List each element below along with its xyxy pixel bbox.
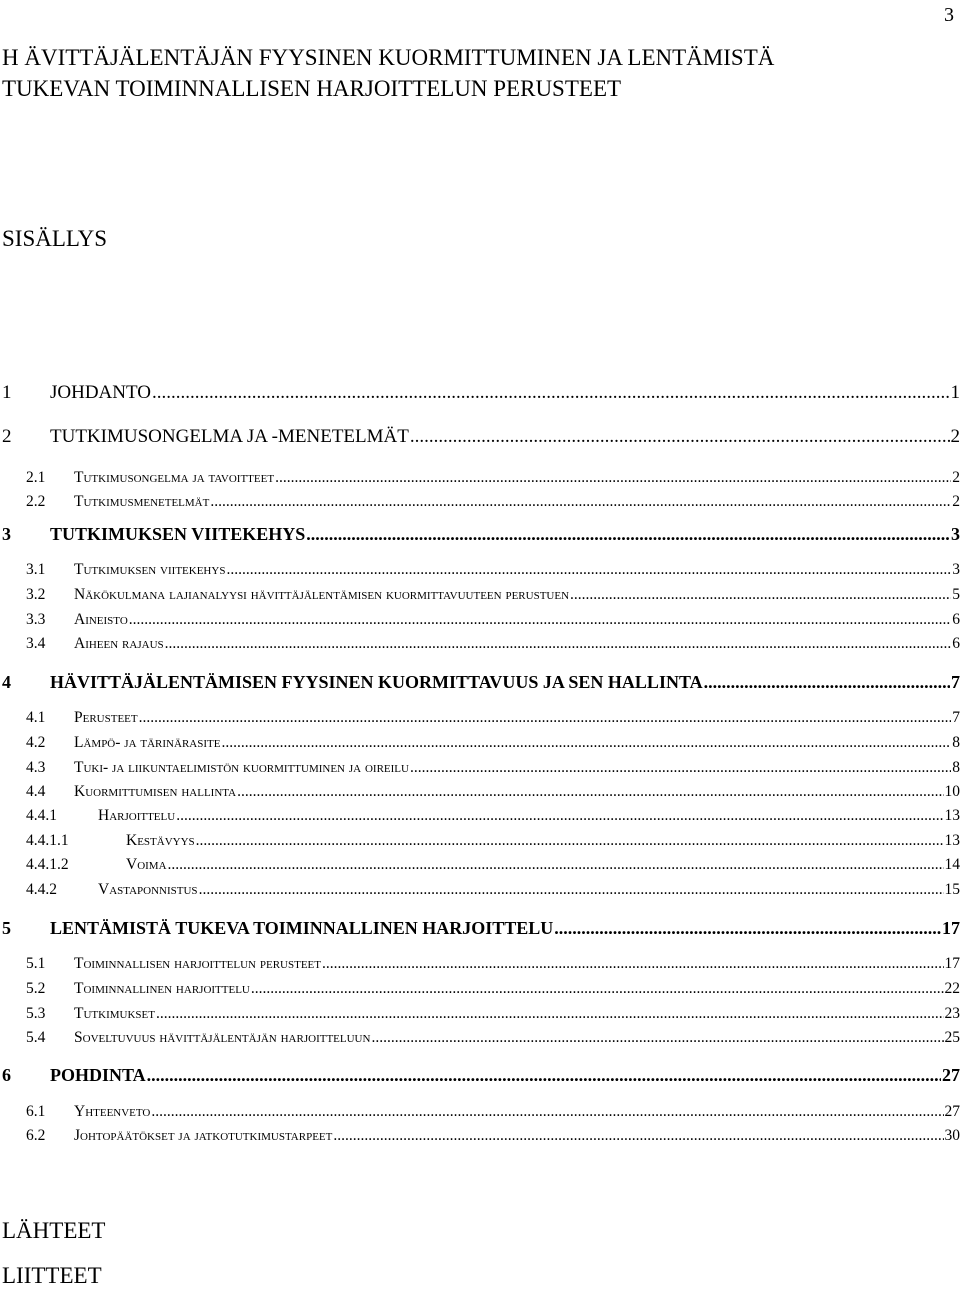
toc-page: 7: [952, 709, 960, 726]
toc-number: 4.4.1.1: [26, 832, 69, 849]
toc-number: 4.4.2: [26, 881, 57, 898]
dot-leader: [210, 493, 951, 511]
toc-entry[interactable]: [2, 586, 960, 604]
toc-page: 17: [944, 955, 960, 972]
toc-number: 4.2: [26, 734, 46, 751]
toc-number: 4.1: [26, 709, 46, 726]
dot-leader: [371, 1029, 943, 1047]
toc-page: 15: [944, 881, 960, 898]
toc-title: Aineisto: [74, 611, 128, 628]
dot-leader: [139, 709, 952, 727]
toc-title: Tutkimusongelma ja tavoitteet: [74, 469, 275, 486]
toc-title: Voima: [126, 856, 167, 873]
toc-entry[interactable]: [2, 1005, 960, 1023]
toc-page: 5: [952, 586, 960, 603]
dot-leader: [165, 635, 952, 653]
toc-page: 27: [944, 1103, 960, 1120]
toc-entry[interactable]: [2, 734, 960, 752]
toc-entry[interactable]: [2, 807, 960, 825]
toc-page: 6: [952, 611, 960, 628]
toc-number: 4.4.1: [26, 807, 57, 824]
toc-page: 25: [944, 1029, 960, 1046]
toc-page: 8: [952, 759, 960, 776]
references-heading[interactable]: LÄHTEET: [2, 1218, 106, 1243]
dot-leader: [333, 1127, 943, 1145]
toc-entry[interactable]: [2, 709, 960, 727]
dot-leader: [176, 807, 943, 825]
toc-page: 2: [952, 493, 960, 510]
dot-leader: [168, 856, 944, 874]
toc-heading: SISÄLLYS: [2, 226, 108, 251]
toc-page: 27: [942, 1065, 960, 1085]
title-line-1: H ÄVITTÄJÄLENTÄJÄN FYYSINEN KUORMITTUMINEN JA LENTÄMISTÄ: [2, 45, 775, 70]
dot-leader: [251, 980, 944, 998]
page-number: 3: [944, 4, 954, 26]
toc-number: 2.2: [26, 493, 46, 510]
toc-page: 13: [944, 832, 960, 849]
toc-page: 14: [944, 856, 960, 873]
toc-entry[interactable]: [2, 783, 960, 801]
toc-title: LENTÄMISTÄ TUKEVA TOIMINNALLINEN HARJOITTELU: [50, 918, 554, 938]
toc-title: Harjoittelu: [98, 807, 176, 824]
toc-title: POHDINTA: [50, 1065, 146, 1085]
toc-title: Tutkimusmenetelmät: [74, 493, 210, 510]
toc-title: Kuormittumisen hallinta: [74, 783, 237, 800]
dot-leader: [196, 832, 944, 850]
dot-leader: [199, 881, 944, 899]
toc-number: 3.4: [26, 635, 46, 652]
toc-page: 22: [944, 980, 960, 997]
toc-page: 2: [950, 426, 960, 447]
toc-number: 4.4: [26, 783, 46, 800]
appendices-heading[interactable]: LIITTEET: [2, 1263, 102, 1288]
dot-leader: [322, 955, 944, 973]
toc-number: 6.1: [26, 1103, 46, 1120]
dot-leader: [151, 1103, 943, 1121]
toc-entry[interactable]: [2, 426, 960, 448]
toc-number: 3.1: [26, 561, 46, 578]
toc-title: TUTKIMUKSEN VIITEKEHYS: [50, 524, 306, 544]
dot-leader: [221, 734, 951, 752]
toc-title: Tutkimuksen viitekehys: [74, 561, 226, 578]
toc-number: 6: [2, 1065, 11, 1085]
toc-number: 4.4.1.2: [26, 856, 69, 873]
dot-leader: [306, 524, 950, 545]
toc-number: 5.3: [26, 1005, 46, 1022]
toc-number: 5.4: [26, 1029, 46, 1046]
toc-title: Toiminnallisen harjoittelun perusteet: [74, 955, 321, 972]
toc-page: 23: [944, 1005, 960, 1022]
toc-page: 1: [950, 382, 960, 403]
toc-number: 2.1: [26, 469, 46, 486]
toc-page: 13: [944, 807, 960, 824]
toc-entry[interactable]: [2, 832, 960, 850]
toc-number: 3: [2, 524, 11, 544]
toc-entry[interactable]: [2, 918, 960, 939]
toc-entry[interactable]: [2, 561, 960, 579]
toc-entry[interactable]: [2, 980, 960, 998]
toc-title: Perusteet: [74, 709, 138, 726]
dot-leader: [129, 611, 951, 629]
toc-page: 30: [944, 1127, 960, 1144]
toc-title: Tuki- ja liikuntaelimistön kuormittuminen ja oireilu: [74, 759, 409, 776]
toc-entry[interactable]: [2, 524, 960, 545]
toc-page: 10: [944, 783, 960, 800]
toc-entry[interactable]: [2, 1103, 960, 1121]
toc-number: 5.2: [26, 980, 46, 997]
dot-leader: [275, 469, 951, 487]
dot-leader: [226, 561, 951, 579]
toc-number: 5.1: [26, 955, 46, 972]
toc-number: 5: [2, 918, 11, 938]
toc-title: Kestävyys: [126, 832, 195, 849]
toc-title: Näkökulmana lajianalyysi hävittäjälentämisen kuormittavuuteen perustuen: [74, 586, 570, 603]
toc-number: 6.2: [26, 1127, 46, 1144]
toc-number: 4: [2, 672, 11, 692]
toc-entry[interactable]: [2, 955, 960, 973]
toc-page: 7: [951, 672, 960, 692]
toc-entry[interactable]: [2, 635, 960, 653]
toc-number: 3.2: [26, 586, 46, 603]
toc-number: 1: [2, 382, 12, 403]
toc-entry[interactable]: [2, 759, 960, 777]
toc-title: Soveltuvuus hävittäjälentäjän harjoitteluun: [74, 1029, 371, 1046]
toc-title: TUTKIMUSONGELMA JA -MENETELMÄT: [50, 426, 409, 447]
dot-leader: [704, 672, 950, 693]
dot-leader: [410, 426, 950, 448]
toc-title: Toiminnallinen harjoittelu: [74, 980, 250, 997]
dot-leader: [554, 918, 941, 939]
toc-number: 4.3: [26, 759, 46, 776]
title-line-2: TUKEVAN TOIMINNALLISEN HARJOITTELUN PERUSTEET: [2, 76, 622, 101]
toc-entry[interactable]: [2, 856, 960, 874]
toc-title: JOHDANTO: [50, 382, 151, 403]
dot-leader: [237, 783, 943, 801]
document-title: [2, 42, 774, 104]
toc-entry[interactable]: [2, 1127, 960, 1145]
toc-entry[interactable]: [2, 672, 960, 693]
toc-entry[interactable]: [2, 611, 960, 629]
toc-title: Yhteenveto: [74, 1103, 151, 1120]
toc-title: Aiheen rajaus: [74, 635, 164, 652]
toc-title: Tutkimukset: [74, 1005, 155, 1022]
toc-entry[interactable]: [2, 1029, 960, 1047]
dot-leader: [410, 759, 951, 777]
toc-entry[interactable]: [2, 1065, 960, 1086]
toc-page: 2: [952, 469, 960, 486]
toc-title: Vastaponnistus: [98, 881, 198, 898]
toc-entry[interactable]: [2, 881, 960, 899]
toc-page: 6: [952, 635, 960, 652]
toc-entry[interactable]: [2, 493, 960, 511]
toc-entry[interactable]: [2, 469, 960, 487]
toc-number: 3.3: [26, 611, 46, 628]
dot-leader: [156, 1005, 944, 1023]
toc-title: Lämpö- ja tärinärasite: [74, 734, 221, 751]
toc-page: 3: [951, 524, 960, 544]
dot-leader: [570, 586, 951, 604]
toc-page: 8: [952, 734, 960, 751]
toc-title: Johtopäätökset ja jatkotutkimustarpeet: [74, 1127, 333, 1144]
dot-leader: [147, 1065, 941, 1086]
dot-leader: [152, 382, 950, 404]
toc-page: 3: [952, 561, 960, 578]
toc-title: HÄVITTÄJÄLENTÄMISEN FYYSINEN KUORMITTAVUUS JA SEN HALLINTA: [50, 672, 703, 692]
toc-entry[interactable]: [2, 382, 960, 404]
toc-page: 17: [942, 918, 960, 938]
toc-number: 2: [2, 426, 12, 447]
